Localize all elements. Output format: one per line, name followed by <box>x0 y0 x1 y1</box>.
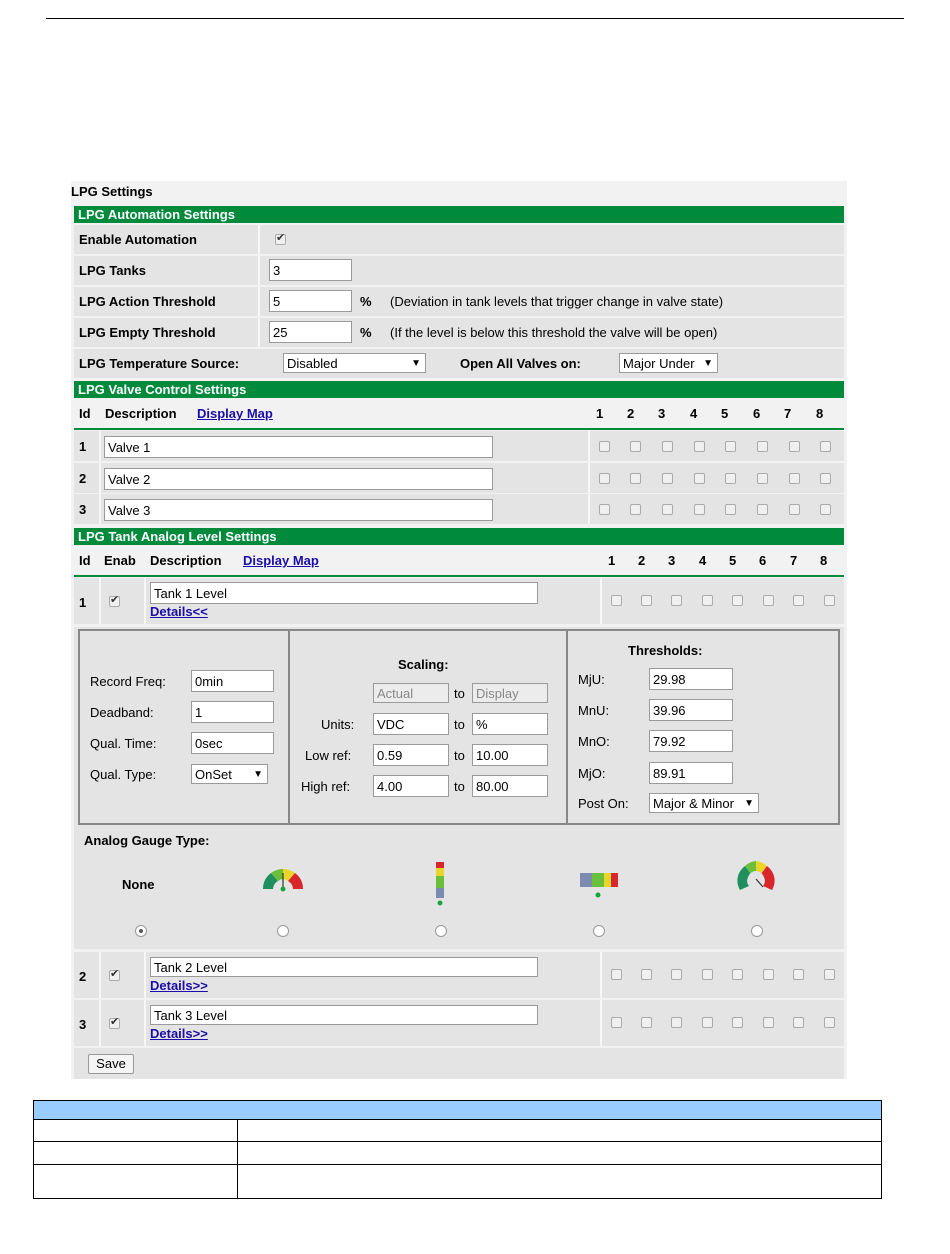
lpg-tanks-label: LPG Tanks <box>79 263 146 278</box>
horizontal-bar-gauge-icon <box>578 869 620 899</box>
gauge-round-dial-radio[interactable] <box>751 925 763 937</box>
temperature-source-select[interactable]: Disabled ▼ <box>283 353 426 373</box>
mnu-label: MnU: <box>578 703 610 718</box>
action-threshold-unit: % <box>360 294 372 309</box>
valve-control-header: LPG Valve Control Settings <box>74 381 844 398</box>
qual-type-select[interactable]: OnSet ▼ <box>191 764 268 784</box>
open-all-valves-select[interactable]: Major Under ▼ <box>619 353 718 373</box>
valve-map-checkbox[interactable] <box>820 473 831 484</box>
low-ref-actual-input[interactable] <box>373 744 449 766</box>
valve-map-checkbox[interactable] <box>789 504 800 515</box>
scaling-display-header <box>472 683 548 703</box>
automation-header: LPG Automation Settings <box>74 206 844 223</box>
low-ref-display-input[interactable] <box>472 744 548 766</box>
tank-col-7: 7 <box>790 553 798 568</box>
gauge-dial-radio[interactable] <box>277 925 289 937</box>
valve-col-id: Id <box>79 406 91 421</box>
temperature-source-row <box>74 349 844 378</box>
tank-map-checkbox[interactable] <box>763 595 774 606</box>
tank-id: 3 <box>79 1017 87 1032</box>
mno-input[interactable] <box>649 730 733 752</box>
tank-map-checkbox[interactable] <box>793 1017 804 1028</box>
tank-col-2: 2 <box>638 553 646 568</box>
save-button[interactable]: Save <box>88 1054 134 1074</box>
tank-col-description: Description <box>150 553 222 568</box>
round-dial-gauge-icon <box>735 856 777 902</box>
valve-col-6: 6 <box>753 406 761 421</box>
tank-enable-checkbox[interactable] <box>109 1018 120 1029</box>
qual-type-label: Qual. Type: <box>90 767 157 782</box>
tank-details-link[interactable]: Details>> <box>150 1026 208 1041</box>
thresholds-title: Thresholds: <box>628 643 703 658</box>
open-all-valves-label: Open All Valves on: <box>460 356 581 371</box>
empty-threshold-unit: % <box>360 325 372 340</box>
mjo-input[interactable] <box>649 762 733 784</box>
tank-row-3 <box>74 1000 844 1046</box>
deadband-label: Deadband: <box>90 705 154 720</box>
valve-map-checkbox[interactable] <box>725 441 736 452</box>
tank-description-input[interactable] <box>150 957 538 977</box>
enable-automation-label: Enable Automation <box>79 232 197 247</box>
empty-threshold-row <box>74 318 844 347</box>
valve-description-input[interactable] <box>104 499 493 521</box>
enable-automation-row <box>74 225 844 254</box>
bottom-table-header <box>34 1101 881 1120</box>
qual-time-label: Qual. Time: <box>90 736 157 751</box>
tank-map-checkbox[interactable] <box>702 595 713 606</box>
tank-map-checkbox[interactable] <box>732 1017 743 1028</box>
tank-map-checkbox[interactable] <box>824 1017 835 1028</box>
valve-map-checkbox[interactable] <box>662 504 673 515</box>
valve-map-checkbox[interactable] <box>630 441 641 452</box>
gauge-horizontal-bar-radio[interactable] <box>593 925 605 937</box>
post-on-select[interactable]: Major & Minor ▼ <box>649 793 759 813</box>
valve-map-checkbox[interactable] <box>599 473 610 484</box>
vertical-bar-gauge-icon <box>433 861 447 907</box>
valve-col-2: 2 <box>627 406 635 421</box>
mno-label: MnO: <box>578 734 610 749</box>
valve-table-header <box>74 400 844 428</box>
valve-row-3 <box>74 494 844 524</box>
chevron-down-icon: ▼ <box>703 358 713 369</box>
valve-row-1 <box>74 431 844 461</box>
post-on-label: Post On: <box>578 796 629 811</box>
tank-details-link[interactable]: Details<< <box>150 604 208 619</box>
analog-gauge-type-label: Analog Gauge Type: <box>84 833 210 848</box>
valve-col-description: Description <box>105 406 177 421</box>
valve-col-3: 3 <box>658 406 666 421</box>
record-freq-input[interactable] <box>191 670 274 692</box>
valve-map-checkbox[interactable] <box>599 441 610 452</box>
thresholds-box <box>566 629 840 825</box>
tank-col-4: 4 <box>699 553 707 568</box>
temperature-source-label: LPG Temperature Source: <box>79 356 240 371</box>
low-ref-label: Low ref: <box>305 748 352 763</box>
tank-map-checkbox[interactable] <box>611 1017 622 1028</box>
tank-map-checkbox[interactable] <box>793 969 804 980</box>
valve-map-checkbox[interactable] <box>757 473 768 484</box>
scaling-title: Scaling: <box>398 657 449 672</box>
tank-display-map-link[interactable]: Display Map <box>243 553 319 568</box>
tank-map-checkbox[interactable] <box>824 969 835 980</box>
enable-automation-checkbox[interactable] <box>275 234 286 245</box>
tank-col-id: Id <box>79 553 91 568</box>
mju-input[interactable] <box>649 668 733 690</box>
tank-map-checkbox[interactable] <box>671 595 682 606</box>
tank-col-3: 3 <box>668 553 676 568</box>
qual-time-input[interactable] <box>191 732 274 754</box>
valve-map-checkbox[interactable] <box>694 441 705 452</box>
tank-col-5: 5 <box>729 553 737 568</box>
to-label: to <box>454 717 465 732</box>
tank-description-input[interactable] <box>150 1005 538 1025</box>
tank-description-input[interactable] <box>150 582 538 604</box>
valve-map-checkbox[interactable] <box>630 473 641 484</box>
lpg-settings-panel <box>71 181 847 1079</box>
tank-map-checkbox[interactable] <box>732 969 743 980</box>
tank-table-header <box>74 547 844 575</box>
tank-col-6: 6 <box>759 553 767 568</box>
save-row <box>74 1048 844 1079</box>
valve-map-checkbox[interactable] <box>757 504 768 515</box>
valve-map-checkbox[interactable] <box>725 473 736 484</box>
page-rule <box>46 18 904 19</box>
tank-map-checkbox[interactable] <box>793 595 804 606</box>
high-ref-label: High ref: <box>301 779 351 794</box>
valve-map-checkbox[interactable] <box>757 441 768 452</box>
valve-description-input[interactable] <box>104 436 493 458</box>
tank-map-checkbox[interactable] <box>763 969 774 980</box>
valve-col-8: 8 <box>816 406 824 421</box>
chevron-down-icon: ▼ <box>744 798 754 809</box>
dial-gauge-icon <box>260 859 306 893</box>
action-threshold-input[interactable] <box>269 290 352 312</box>
units-display-input[interactable] <box>472 713 548 735</box>
tank-map-checkbox[interactable] <box>641 595 652 606</box>
valve-description-input[interactable] <box>104 468 493 490</box>
valve-map-checkbox[interactable] <box>789 473 800 484</box>
tank-map-checkbox[interactable] <box>611 969 622 980</box>
tank-col-1: 1 <box>608 553 616 568</box>
chevron-down-icon: ▼ <box>411 358 421 369</box>
tank-enable-checkbox[interactable] <box>109 596 120 607</box>
tank-map-checkbox[interactable] <box>824 595 835 606</box>
scaling-actual-header <box>373 683 449 703</box>
valve-col-7: 7 <box>784 406 792 421</box>
tank-map-checkbox[interactable] <box>671 969 682 980</box>
valve-col-5: 5 <box>721 406 729 421</box>
lpg-tanks-input[interactable] <box>269 259 352 281</box>
record-settings-box <box>78 629 290 825</box>
tank-analog-header: LPG Tank Analog Level Settings <box>74 528 844 545</box>
tank-row-1 <box>74 578 844 624</box>
tank-map-checkbox[interactable] <box>763 1017 774 1028</box>
tank-map-checkbox[interactable] <box>702 969 713 980</box>
valve-id: 1 <box>79 439 87 454</box>
valve-map-checkbox[interactable] <box>725 504 736 515</box>
gauge-vertical-bar-radio[interactable] <box>435 925 447 937</box>
valve-map-checkbox[interactable] <box>630 504 641 515</box>
high-ref-actual-input[interactable] <box>373 775 449 797</box>
empty-threshold-input[interactable] <box>269 321 352 343</box>
valve-map-checkbox[interactable] <box>694 473 705 484</box>
valve-map-checkbox[interactable] <box>694 504 705 515</box>
scaling-box <box>288 629 568 825</box>
valve-map-checkbox[interactable] <box>789 441 800 452</box>
action-threshold-row <box>74 287 844 316</box>
tank-col-8: 8 <box>820 553 828 568</box>
empty-threshold-label: LPG Empty Threshold <box>79 325 216 340</box>
tank-id: 1 <box>79 595 87 610</box>
to-label: to <box>454 686 465 701</box>
gauge-none-radio[interactable] <box>135 925 147 937</box>
valve-map-checkbox[interactable] <box>820 504 831 515</box>
mnu-input[interactable] <box>649 699 733 721</box>
tank-col-enab: Enab <box>104 553 136 568</box>
mjo-label: MjO: <box>578 766 606 781</box>
mju-label: MjU: <box>578 672 605 687</box>
chevron-down-icon: ▼ <box>253 769 263 780</box>
valve-map-checkbox[interactable] <box>662 473 673 484</box>
valve-row-2 <box>74 463 844 493</box>
tank-map-checkbox[interactable] <box>611 595 622 606</box>
tank-map-checkbox[interactable] <box>702 1017 713 1028</box>
tank-details-link[interactable]: Details>> <box>150 978 208 993</box>
tank-map-checkbox[interactable] <box>671 1017 682 1028</box>
high-ref-display-input[interactable] <box>472 775 548 797</box>
units-label: Units: <box>321 717 355 732</box>
valve-col-4: 4 <box>690 406 698 421</box>
action-threshold-label: LPG Action Threshold <box>79 294 216 309</box>
valve-map-checkbox[interactable] <box>820 441 831 452</box>
tank-enable-checkbox[interactable] <box>109 970 120 981</box>
valve-display-map-link[interactable]: Display Map <box>197 406 273 421</box>
tank-row-2 <box>74 952 844 998</box>
action-threshold-note: (Deviation in tank levels that trigger change in valve state) <box>390 294 724 309</box>
gauge-none-label: None <box>122 877 155 892</box>
lpg-tanks-row <box>74 256 844 285</box>
valve-id: 2 <box>79 471 87 486</box>
bottom-table <box>33 1100 882 1199</box>
tank-map-checkbox[interactable] <box>732 595 743 606</box>
valve-id: 3 <box>79 502 87 517</box>
tank-map-checkbox[interactable] <box>641 969 652 980</box>
deadband-input[interactable] <box>191 701 274 723</box>
to-label: to <box>454 779 465 794</box>
valve-col-1: 1 <box>596 406 604 421</box>
valve-map-checkbox[interactable] <box>662 441 673 452</box>
to-label: to <box>454 748 465 763</box>
page-title: LPG Settings <box>71 184 153 199</box>
tank-map-checkbox[interactable] <box>641 1017 652 1028</box>
empty-threshold-note: (If the level is below this threshold the valve will be open) <box>390 325 718 340</box>
units-actual-input[interactable] <box>373 713 449 735</box>
tank-id: 2 <box>79 969 87 984</box>
record-freq-label: Record Freq: <box>90 674 166 689</box>
valve-map-checkbox[interactable] <box>599 504 610 515</box>
